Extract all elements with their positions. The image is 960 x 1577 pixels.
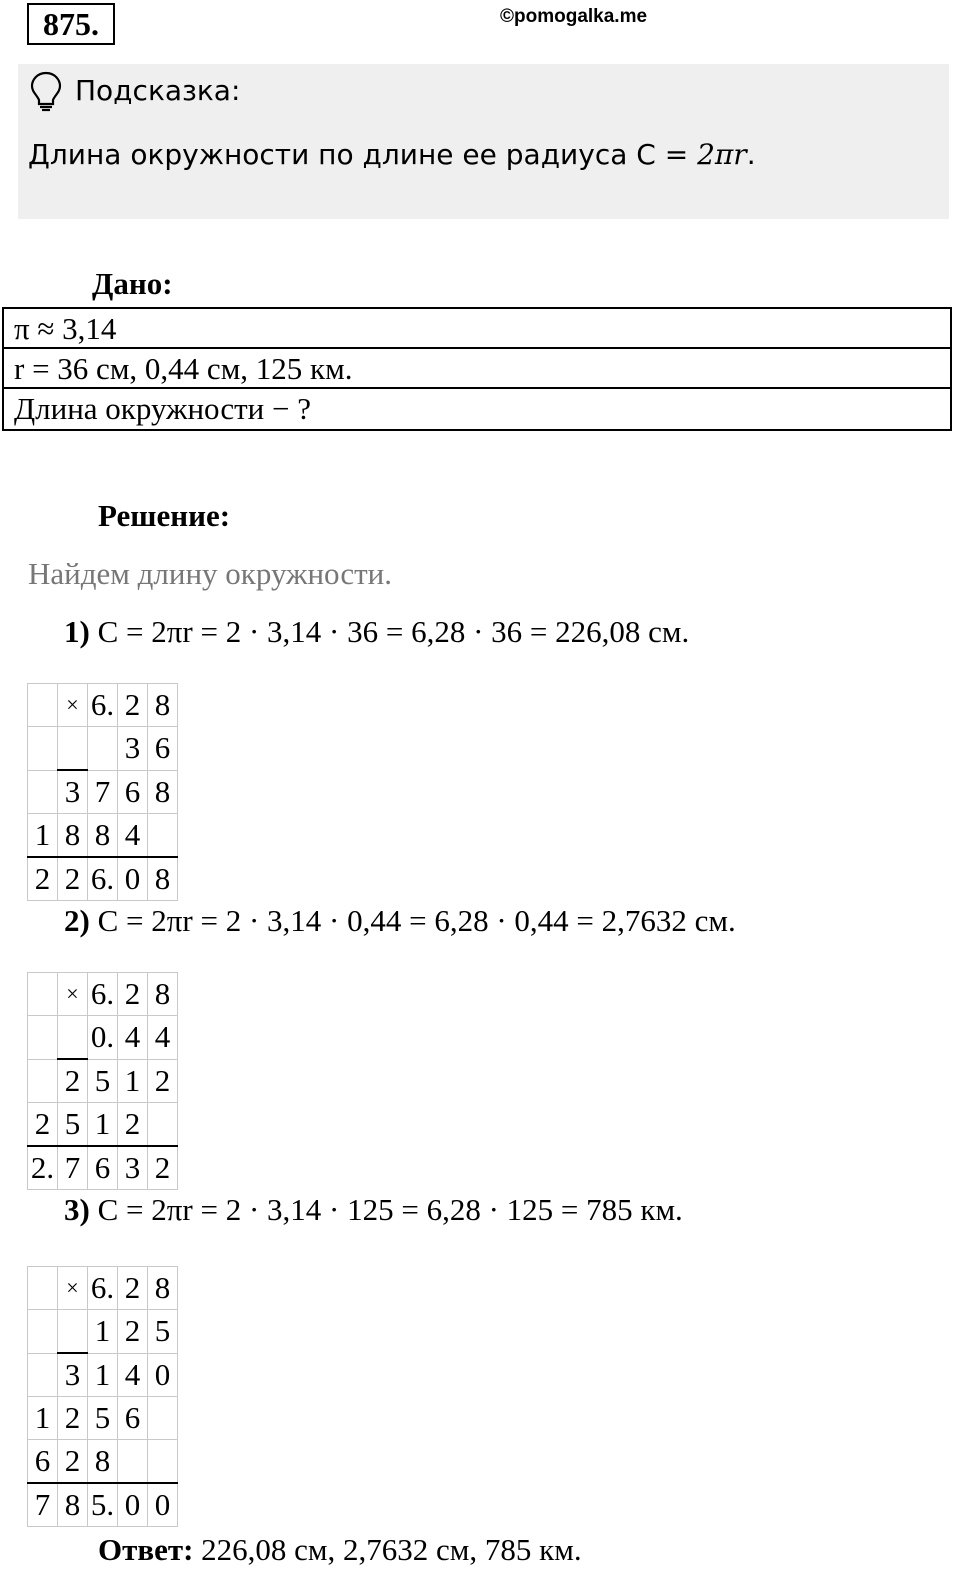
- given-table: [2, 307, 952, 431]
- solution-intro: Найдем длину окружности.: [28, 556, 392, 591]
- grid-cell: 6: [88, 1146, 118, 1190]
- grid-cell: 7: [28, 1483, 58, 1527]
- grid-cell: [148, 1397, 178, 1440]
- grid-cell: [148, 1440, 178, 1484]
- grid-cell: 1: [118, 1059, 148, 1103]
- grid-row: [28, 1016, 178, 1060]
- grid-row: [28, 1103, 178, 1147]
- times-sign: ×: [58, 1267, 88, 1310]
- grid-row: [28, 1353, 178, 1397]
- grid-cell: 8: [148, 770, 178, 814]
- grid-cell: 6: [118, 1397, 148, 1440]
- grid-cell: 5: [148, 1310, 178, 1354]
- grid-cell: 4: [118, 1016, 148, 1060]
- times-sign: ×: [58, 973, 88, 1016]
- grid-cell: 2: [118, 973, 148, 1016]
- grid-row: [28, 770, 178, 814]
- multiplication-grid-3: [27, 1266, 178, 1527]
- grid-cell: 1: [28, 1397, 58, 1440]
- grid-cell: 0: [148, 1353, 178, 1397]
- grid-cell: [28, 973, 58, 1016]
- grid-cell: 2: [58, 1397, 88, 1440]
- grid-cell: 4: [118, 814, 148, 858]
- grid-cell: [28, 770, 58, 814]
- grid-cell: 5: [58, 1103, 88, 1147]
- grid-row: [28, 814, 178, 858]
- grid-cell: 3: [118, 1146, 148, 1190]
- grid-row: [28, 1310, 178, 1354]
- grid-cell: [118, 1440, 148, 1484]
- grid-row: [28, 727, 178, 771]
- grid-cell: [28, 1267, 58, 1310]
- given-row: r = 36 см, 0,44 см, 125 км.: [4, 349, 950, 389]
- grid-cell: 2: [148, 1146, 178, 1190]
- grid-cell: 7: [88, 770, 118, 814]
- grid-cell: 0: [148, 1483, 178, 1527]
- grid-cell: 2.: [28, 1146, 58, 1190]
- grid-cell: 2: [58, 857, 88, 901]
- grid-cell: 2: [58, 1440, 88, 1484]
- grid-cell: 5: [88, 1397, 118, 1440]
- grid-cell: 2: [28, 857, 58, 901]
- hint-formula: 2πr: [697, 138, 747, 171]
- grid-row: [28, 1146, 178, 1190]
- grid-cell: 2: [118, 1310, 148, 1354]
- grid-cell: 1: [28, 814, 58, 858]
- grid-row: [28, 1059, 178, 1103]
- grid-cell: 0: [118, 1483, 148, 1527]
- grid-cell: 2: [148, 1059, 178, 1103]
- grid-cell: 6.: [88, 857, 118, 901]
- grid-cell: 2: [58, 1059, 88, 1103]
- grid-cell: [58, 727, 88, 771]
- grid-cell: 8: [148, 684, 178, 727]
- solution-heading: Решение:: [98, 498, 231, 533]
- grid-cell: [28, 1059, 58, 1103]
- grid-cell: 3: [58, 1353, 88, 1397]
- grid-row: [28, 973, 178, 1016]
- grid-cell: 1: [88, 1353, 118, 1397]
- grid-cell: [28, 1310, 58, 1354]
- grid-cell: [58, 1310, 88, 1354]
- given-row: Длина окружности − ?: [14, 391, 311, 426]
- grid-cell: 6: [118, 770, 148, 814]
- multiplication-grid-1: [27, 683, 178, 901]
- step-1: 1) С = 2πr = 2 · 3,14 · 36 = 6,28 · 36 = 226,08 см.: [64, 614, 690, 649]
- grid-cell: [28, 727, 58, 771]
- given-row: π ≈ 3,14: [4, 309, 950, 349]
- grid-cell: [148, 814, 178, 858]
- watermark: ©pomogalka.me: [500, 6, 648, 27]
- grid-cell: 2: [118, 684, 148, 727]
- grid-cell: 6: [28, 1440, 58, 1484]
- grid-cell: 8: [58, 814, 88, 858]
- grid-cell: 4: [148, 1016, 178, 1060]
- task-number: 875.: [27, 3, 115, 45]
- grid-cell: 2: [118, 1103, 148, 1147]
- step-3: 3) С = 2πr = 2 · 3,14 · 125 = 6,28 · 125 = 785 км.: [64, 1192, 683, 1227]
- grid-row: [28, 1440, 178, 1484]
- grid-cell: 7: [58, 1146, 88, 1190]
- grid-row: [28, 1483, 178, 1527]
- hint-text: Длина окружности по длине ее радиуса С = 2πr.: [28, 138, 756, 171]
- grid-cell: 8: [148, 857, 178, 901]
- grid-cell: [148, 1103, 178, 1147]
- lightbulb-icon: [28, 70, 64, 117]
- grid-cell: [58, 1016, 88, 1060]
- grid-cell: 0: [118, 857, 148, 901]
- grid-row: [28, 1267, 178, 1310]
- grid-row: [28, 857, 178, 901]
- grid-cell: 1: [88, 1310, 118, 1354]
- hint-title: Подсказка:: [75, 74, 241, 107]
- grid-cell: 3: [58, 770, 88, 814]
- multiplication-grid-2: [27, 972, 178, 1190]
- grid-cell: 1: [88, 1103, 118, 1147]
- grid-cell: 5.: [88, 1483, 118, 1527]
- grid-cell: 5: [88, 1059, 118, 1103]
- grid-cell: 2: [118, 1267, 148, 1310]
- grid-cell: 6.: [88, 973, 118, 1016]
- grid-cell: 6.: [88, 684, 118, 727]
- grid-cell: 8: [88, 814, 118, 858]
- grid-cell: [88, 727, 118, 771]
- grid-cell: 8: [88, 1440, 118, 1484]
- given-heading: Дано:: [92, 266, 173, 301]
- grid-cell: [28, 1016, 58, 1060]
- times-sign: ×: [58, 684, 88, 727]
- grid-cell: [28, 1353, 58, 1397]
- grid-cell: 3: [118, 727, 148, 771]
- grid-row: [28, 1397, 178, 1440]
- grid-cell: 8: [58, 1483, 88, 1527]
- grid-cell: 6.: [88, 1267, 118, 1310]
- grid-cell: [28, 684, 58, 727]
- grid-cell: 8: [148, 1267, 178, 1310]
- grid-cell: 4: [118, 1353, 148, 1397]
- grid-cell: 6: [148, 727, 178, 771]
- step-2: 2) С = 2πr = 2 · 3,14 · 0,44 = 6,28 · 0,44 = 2,7632 см.: [64, 903, 736, 938]
- grid-cell: 8: [148, 973, 178, 1016]
- answer: Ответ: 226,08 см, 2,7632 см, 785 км.: [98, 1532, 582, 1567]
- grid-cell: 0.: [88, 1016, 118, 1060]
- grid-row: [28, 684, 178, 727]
- grid-cell: 2: [28, 1103, 58, 1147]
